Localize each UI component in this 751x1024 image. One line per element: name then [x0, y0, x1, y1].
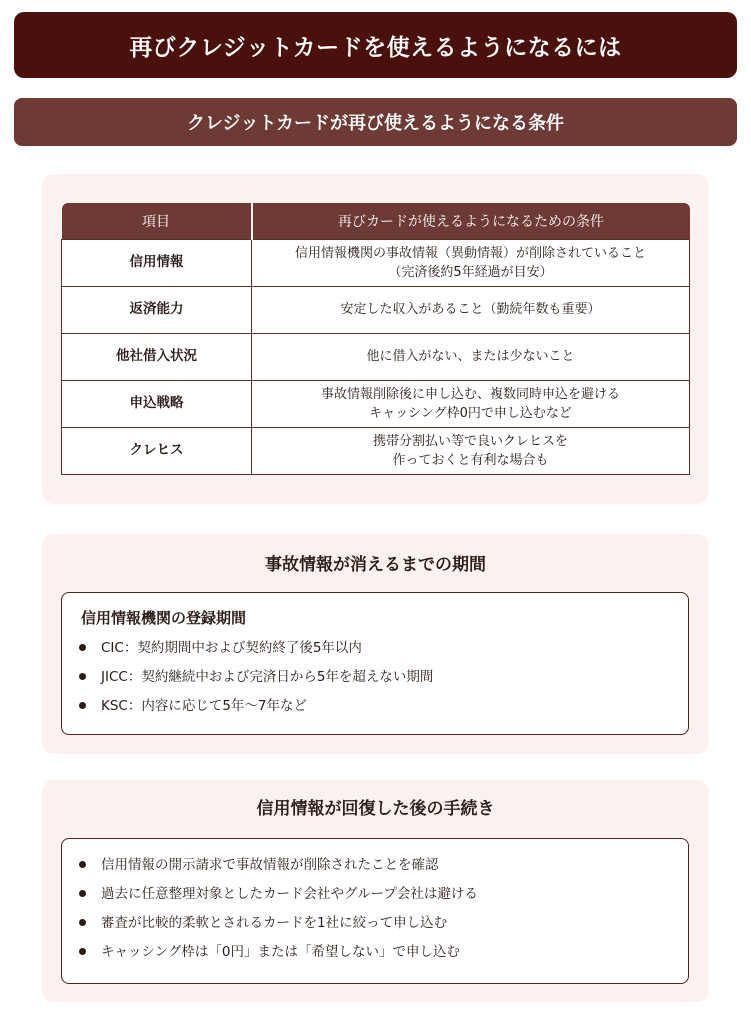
section-title: クレジットカードが再び使えるようになる条件: [14, 98, 737, 146]
bullet-icon: [79, 861, 86, 868]
column-header-item: 項目: [62, 203, 252, 239]
table-header-row: [62, 203, 690, 239]
period-heading: 事故情報が消えるまでの期間: [265, 555, 486, 575]
condition-line: 作っておくと有利な場合も: [392, 452, 549, 468]
column-header-condition: 再びカードが使えるようになるための条件: [252, 203, 690, 239]
list-item: [79, 696, 433, 725]
row-item: クレヒス: [62, 427, 252, 474]
row-item: 信用情報: [62, 239, 252, 286]
list-item: [79, 855, 478, 884]
row-item: 返済能力: [62, 286, 252, 333]
list-item-text: 過去に任意整理対象としたカード会社やグループ会社は避ける: [101, 886, 478, 902]
row-condition: [252, 239, 690, 286]
procedure-panel: [42, 780, 709, 1002]
condition-line: 事故情報削除後に申し込む、複数同時申込を避ける: [320, 386, 620, 402]
list-item: [79, 942, 478, 971]
row-condition: [252, 380, 690, 427]
procedure-heading: 信用情報が回復した後の手続き: [256, 799, 495, 819]
list-item: [79, 884, 478, 913]
list-item-text: キャッシング枠は「0円」または「希望しない」で申し込む: [101, 944, 460, 960]
bullet-icon: [79, 702, 86, 709]
list-item-text: JICC：契約継続中および完済日から5年を超えない期間: [101, 669, 434, 685]
list-item-text: 信用情報の開示請求で事故情報が削除されたことを確認: [101, 857, 439, 873]
main-title: 再びクレジットカードを使えるようになるには: [14, 12, 737, 78]
conditions-table: [61, 203, 690, 475]
bullet-icon: [79, 644, 86, 651]
procedure-box: [61, 838, 689, 984]
table-row: [62, 427, 690, 474]
condition-line: キャッシング枠0円で申し込むなど: [369, 405, 572, 421]
condition-line: 安定した収入があること（勤続年数も重要）: [340, 302, 601, 317]
registration-period-box: [61, 592, 689, 735]
list-item: [79, 667, 433, 696]
list-item: [79, 638, 433, 667]
bullet-icon: [79, 673, 86, 680]
table-row: [62, 380, 690, 427]
list-item-text: KSC：内容に応じて5年〜7年など: [101, 698, 308, 714]
conditions-panel: [42, 174, 709, 504]
condition-line: 携帯分割払い等で良いクレヒスを: [372, 433, 568, 449]
list-item-text: CIC：契約期間中および契約終了後5年以内: [101, 640, 362, 656]
condition-line: 他に借入がない、または少ないこと: [366, 349, 575, 364]
table-row: [62, 239, 690, 286]
list-item-text: 審査が比較的柔軟とされるカードを1社に絞って申し込む: [101, 915, 448, 931]
bullet-icon: [79, 890, 86, 897]
period-panel: [42, 534, 709, 754]
list-item: [79, 913, 478, 942]
row-condition: [252, 427, 690, 474]
bullet-icon: [79, 919, 86, 926]
registration-period-heading: 信用情報機関の登録期間: [81, 609, 247, 627]
table-row: [62, 333, 690, 380]
table-row: [62, 286, 690, 333]
condition-line: （完済後約5年経過が目安）: [388, 264, 553, 280]
row-condition: [252, 286, 690, 333]
condition-line: 信用情報機関の事故情報（異動情報）が削除されていること: [294, 245, 646, 261]
registration-period-list: [79, 638, 433, 725]
row-item: 他社借入状況: [62, 333, 252, 380]
row-item: 申込戦略: [62, 380, 252, 427]
bullet-icon: [79, 948, 86, 955]
row-condition: [252, 333, 690, 380]
procedure-list: [79, 855, 478, 971]
